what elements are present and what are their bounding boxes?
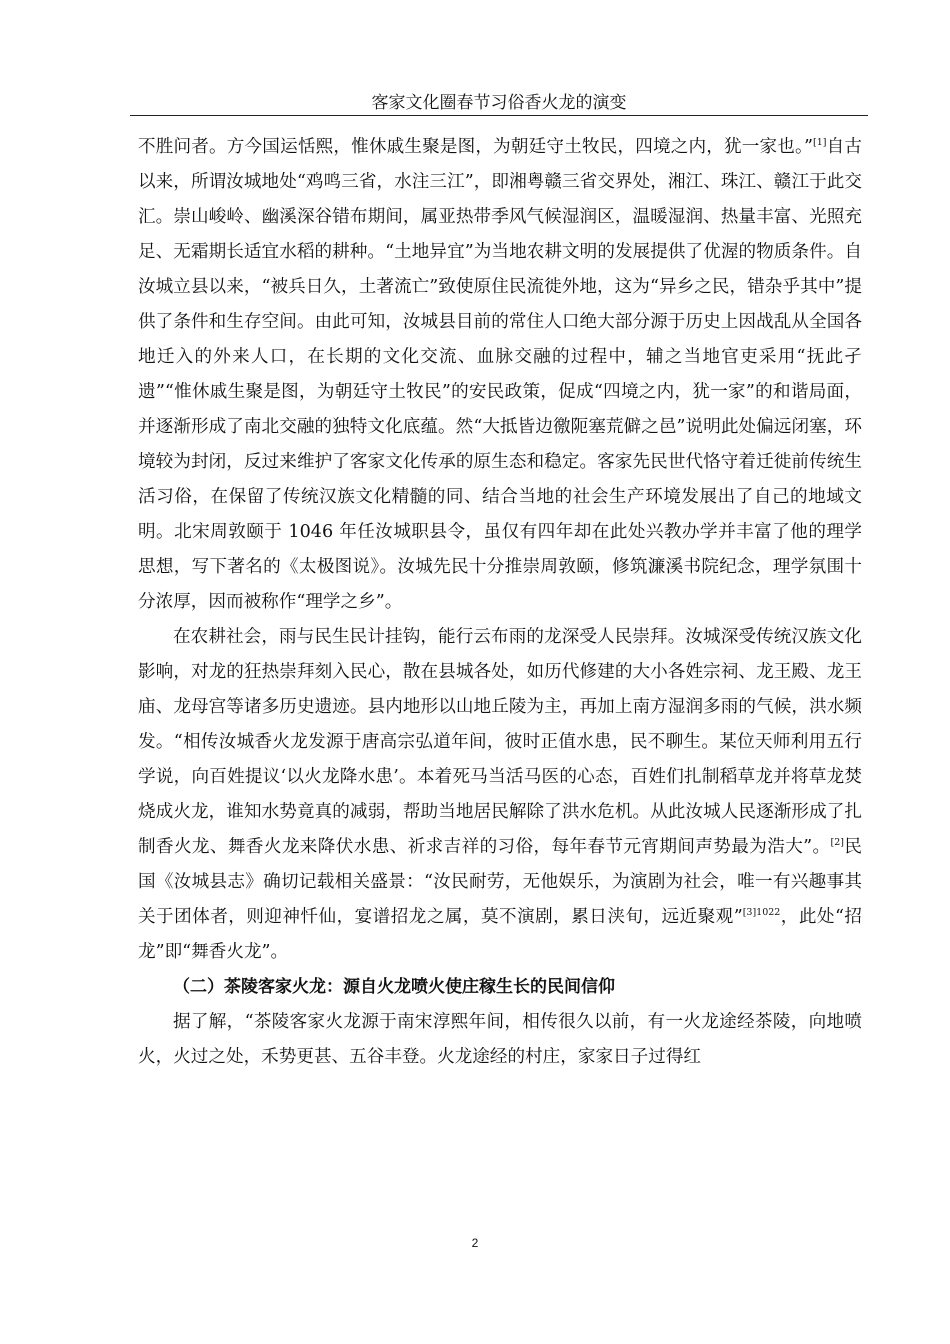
section-heading: （二）茶陵客家火龙：源自火龙喷火使庄稼生长的民间信仰 <box>173 977 615 997</box>
header-divider <box>130 115 868 116</box>
paragraph-3 <box>138 1005 862 1075</box>
running-header: 客家文化圈春节习俗香火龙的演变 <box>371 93 627 113</box>
paragraph-1-text-b: 自古以来，所谓汝城地处“鸡鸣三省，水注三江”，即湘粤赣三省交界处，湘江、珠江、赣江于此交汇。崇山峻岭、幽溪深谷错布期间，属亚热带季风气候湿润区，温暖湿润、热量丰富、光照充足、无霜期长适宜水稻的耕种。“土地异宜”为当地农耕文明的发展提供了优渥的物质条件。自汝城立县以来，“被兵日久，土著流亡”致使原住民流徙外地，这为“异乡之民，错杂乎其中”提供了条件和生存空间。由此可知，汝城县目前的常住人口绝大部分源于历史上因战乱从全国各地迁入的外来人口，在长期的文化交流、血脉交融的过程中，辅之当地官吏采用“抚此孑遗”“惟休戚生聚是图，为朝廷守土牧民”的安民政策，促成“四境之内，犹一家”的和谐局面，并逐渐形成了南北交融的独特文化底蕴。然“大抵皆边徼阨塞荒僻之邑”说明此处偏远闭塞，环境较为封闭，反过来维护了客家文化传承的原生态和稳定。客家先民世代恪守着迁徙前传统生活习俗，在保留了传统汉族文化精髓的同、结合当地的社会生产环境发展出了自己的地域文明。北宋周敦颐于 1046 年任汝城职县令，虽仅有四年却在此处兴教办学并丰富了他的理学思想，写下著名的《太极图说》。汝城先民十分推崇周敦颐，修筑濂溪书院纪念，理学氛围十分浓厚，因而被称作“理学之乡”。 <box>138 137 862 612</box>
paragraph-2 <box>138 620 862 970</box>
paragraph-3-text: 据了解，“茶陵客家火龙源于南宋淳熙年间，相传很久以前，有一火龙途经茶陵，向地喷火，火过之处，禾势更甚、五谷丰登。火龙途经的村庄，家家日子过得红 <box>138 1012 862 1067</box>
paragraph-1 <box>138 130 862 620</box>
document-body <box>138 130 862 1075</box>
citation-3: [3]1022 <box>742 907 781 918</box>
citation-2: [2] <box>830 837 845 848</box>
paragraph-2-text-b: 民国《汝城县志》确切记载相关盛景：“汝民耐劳，无他娱乐，为演剧为社会，唯一有兴趣事其关于团体者，则迎神忏仙，宴谱招龙之属，莫不演剧，累日浃旬，远近聚观” <box>138 837 862 927</box>
paragraph-1-text-a: 不胜问者。方今国运恬熙，惟休戚生聚是图，为朝廷守土牧民，四境之内，犹一家也。” <box>138 137 813 157</box>
citation-1: [1] <box>813 137 827 148</box>
page-number: 2 <box>471 1236 479 1250</box>
paragraph-2-text-a: 在农耕社会，雨与民生民计挂钩，能行云布雨的龙深受人民崇拜。汝城深受传统汉族文化影响，对龙的狂热崇拜刻入民心，散在县城各处，如历代修建的大小各姓宗祠、龙王殿、龙王庙、龙母宫等诸多历史遗迹。县内地形以山地丘陵为主，再加上南方湿润多雨的气候，洪水频发。“相传汝城香火龙发源于唐高宗弘道年间，彼时正值水患，民不聊生。某位天师利用五行学说，向百姓提议‘以火龙降水患’。本着死马当活马医的心态，百姓们扎制稻草龙并将草龙焚烧成火龙，谁知水势竟真的减弱，帮助当地居民解除了洪水危机。从此汝城人民逐渐形成了扎制香火龙、舞香火龙来降伏水患、祈求吉祥的习俗，每年春节元宵期间声势最为浩大”。 <box>138 627 862 857</box>
paragraph-2-text-c: ，此处“招龙”即“舞香火龙”。 <box>138 907 863 962</box>
